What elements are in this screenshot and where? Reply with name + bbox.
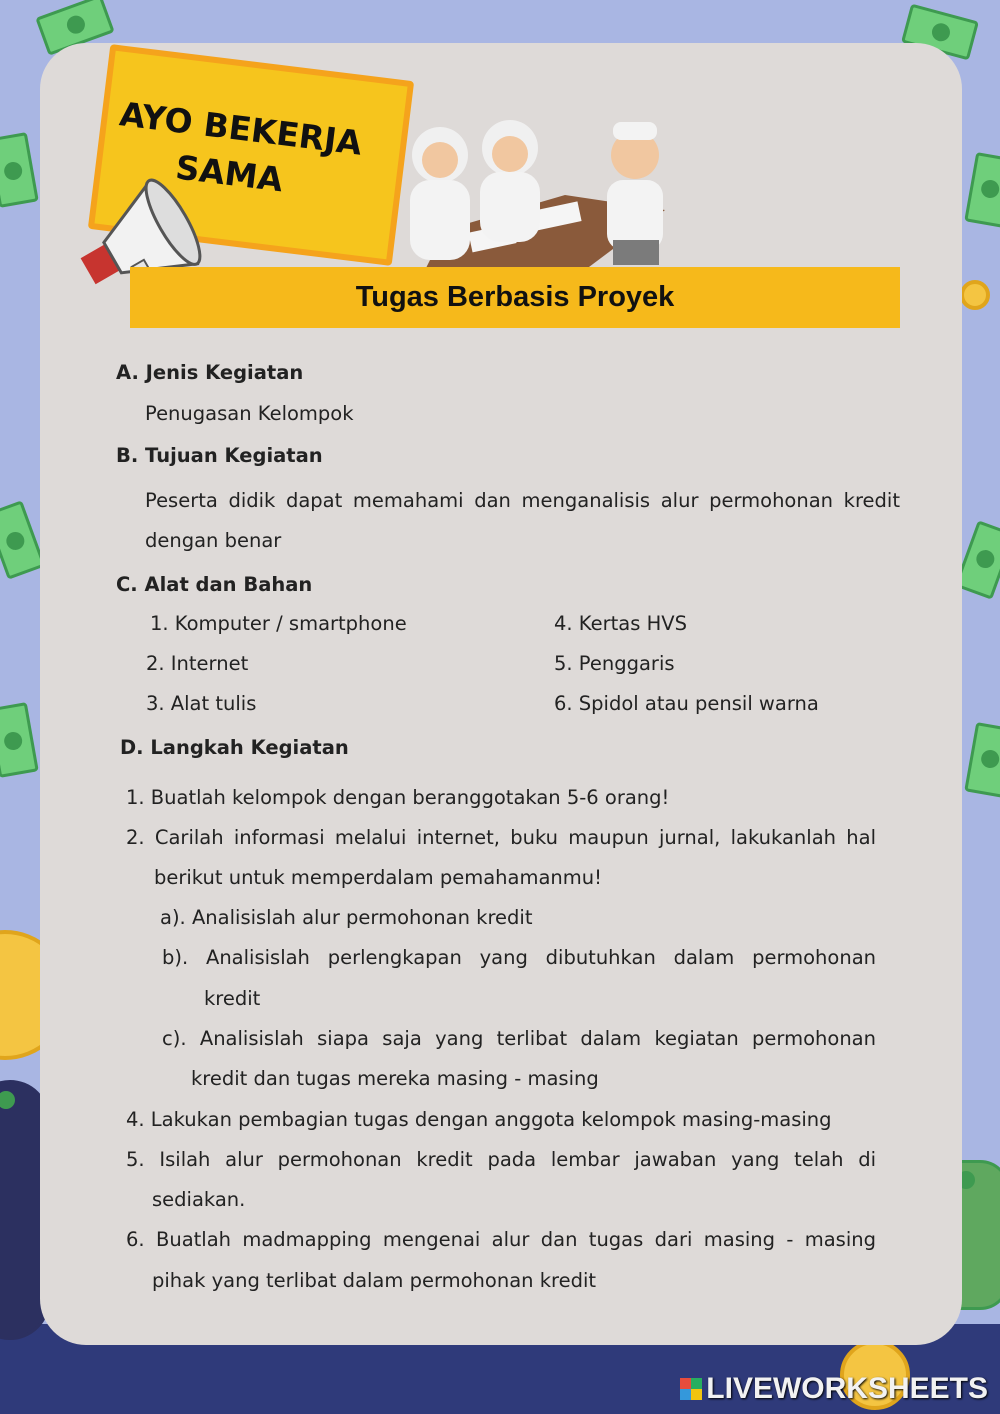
section-a-text: Penugasan Kelompok [145,402,354,425]
step-line: 6. Buatlah madmapping mengenai alur dan tugas dari masing - masing [126,1228,876,1251]
step-line: 1. Buatlah kelompok dengan beranggotakan 5-6 orang! [126,786,670,809]
title-bar [130,267,900,328]
list-item: 2. Internet [146,652,249,675]
banner-heading-line2: SAMA [173,147,286,200]
step-line: pihak yang terlibat dalam permohonan kredit [152,1269,597,1292]
list-item: 6. Spidol atau pensil warna [554,692,819,715]
money-bill-icon [964,152,1000,228]
step-line: 2. Carilah informasi melalui internet, buku maupun jurnal, lakukanlah hal [126,826,876,849]
banner-heading-line1: AYO BEKERJA [117,94,365,163]
money-bill-icon [0,500,46,579]
money-bill-icon [0,702,39,778]
liveworksheets-logo-icon [680,1378,702,1400]
section-a-heading: A. Jenis Kegiatan [116,361,304,384]
list-item: 4. Kertas HVS [554,612,687,635]
section-b-text-line2: dengan benar [145,529,282,552]
section-b-heading: B. Tujuan Kegiatan [116,444,323,467]
liveworksheets-watermark[interactable] [680,1372,988,1406]
step-line: a). Analisislah alur permohonan kredit [160,906,533,929]
list-item: 3. Alat tulis [146,692,257,715]
coin-icon [960,280,990,310]
step-line: 5. Isilah alur permohonan kredit pada lembar jawaban yang telah di [126,1148,876,1171]
step-line: c). Analisislah siapa saja yang terlibat dalam kegiatan permohonan [162,1027,876,1050]
money-bill-icon [0,132,39,208]
step-line: sediakan. [152,1188,246,1211]
page-title: Tugas Berbasis Proyek [355,281,675,313]
section-c-heading: C. Alat dan Bahan [116,573,313,596]
section-d-heading: D. Langkah Kegiatan [120,736,349,759]
step-line: kredit [204,987,261,1010]
step-line: b). Analisislah perlengkapan yang dibutuhkan dalam permohonan [162,946,876,969]
step-line: 4. Lakukan pembagian tugas dengan anggota kelompok masing-masing [126,1108,832,1131]
list-item: 1. Komputer / smartphone [150,612,407,635]
watermark-text: LIVEWORKSHEETS [706,1372,988,1405]
step-line: kredit dan tugas mereka masing - masing [191,1067,599,1090]
step-line: berikut untuk memperdalam pemahamanmu! [154,866,602,889]
section-b-text-line1: Peserta didik dapat memahami dan menganalisis alur permohonan kredit [145,489,900,512]
students-illustration [385,110,685,270]
money-bill-icon [964,722,1000,798]
list-item: 5. Penggaris [554,652,675,675]
